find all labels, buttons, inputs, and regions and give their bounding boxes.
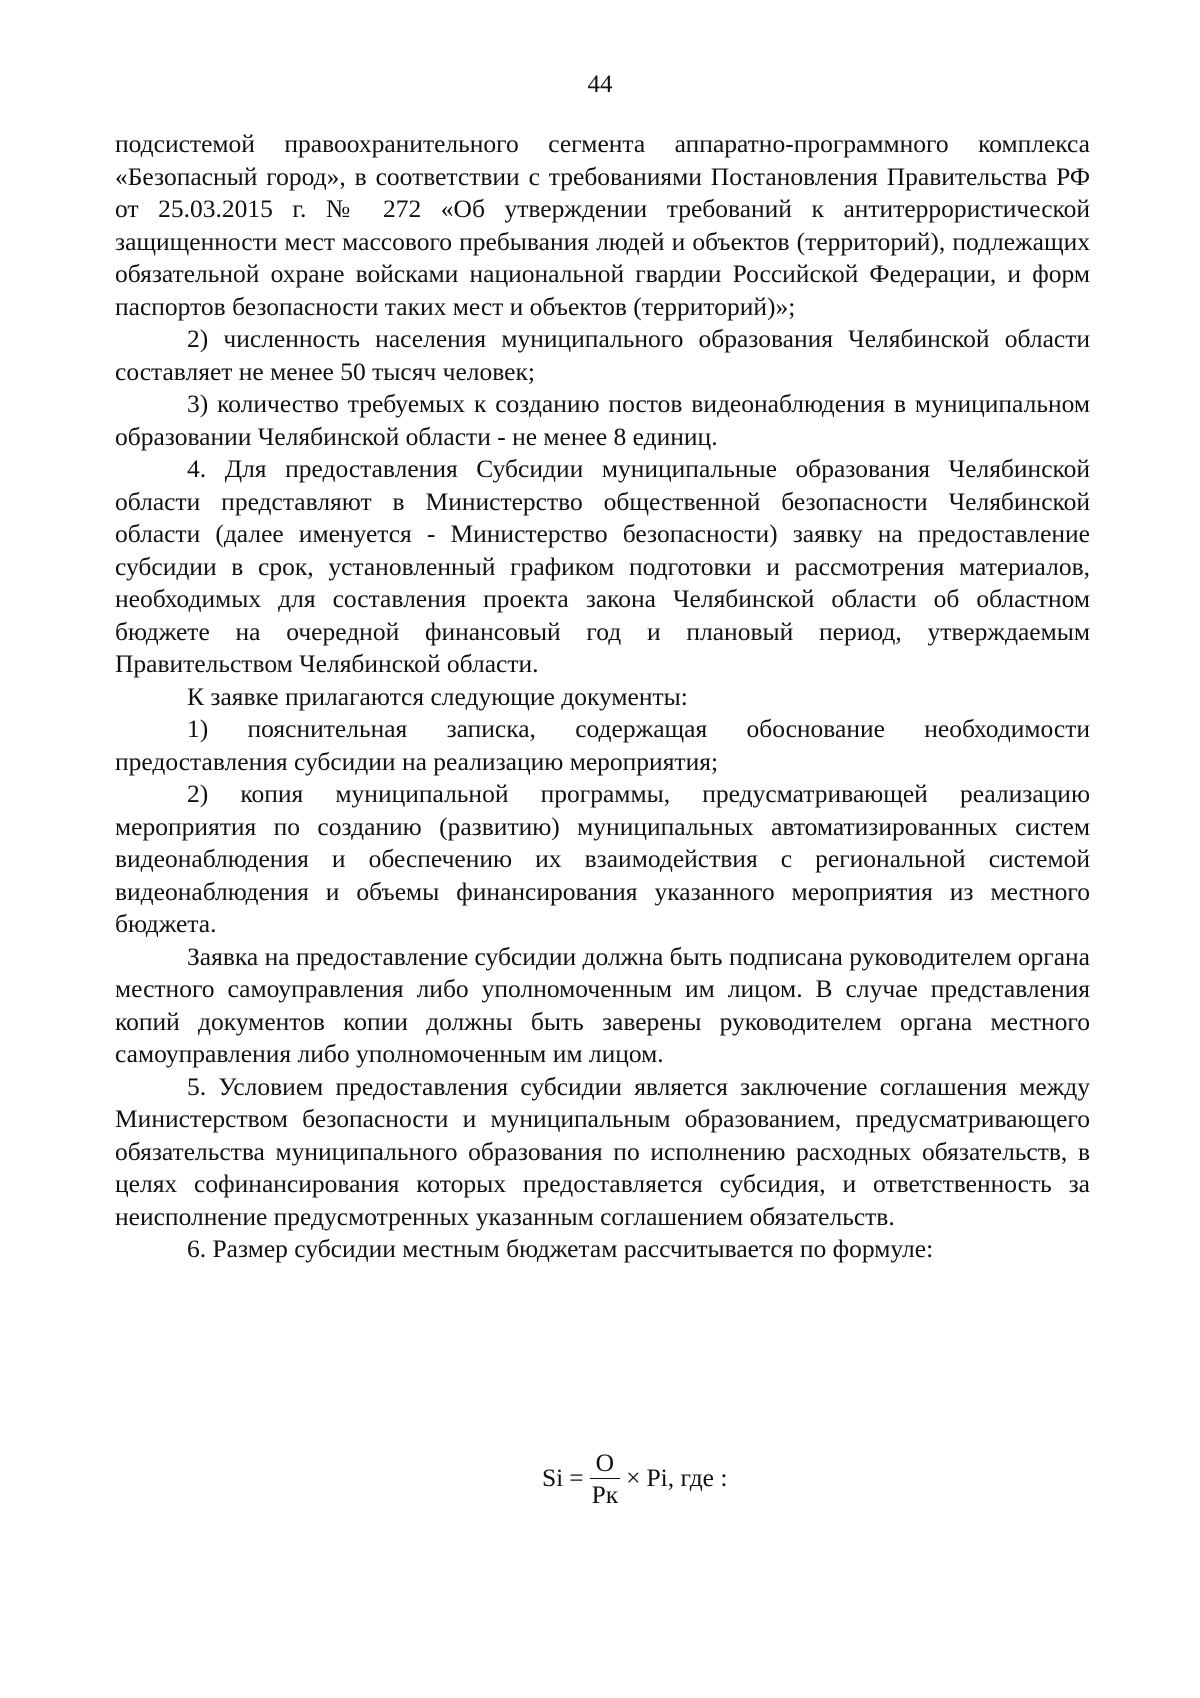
- formula-numerator: O: [590, 1448, 620, 1479]
- paragraph-clause-5: 5. Условием предоставления субсидии является заключение соглашения между Министерством безопасности и муниципальным образованием, предусматривающего обязательства муниципального образования по исполнению расходных обязательств, в целях софинансирования которых предоставляется субсидия, и ответственность за неисполнение предусмотренных указанным соглашением обязательств.: [115, 1071, 1090, 1231]
- paragraph-clause-6: 6. Размер субсидии местным бюджетам рассчитывается по формуле:: [187, 1234, 934, 1263]
- formula-equals: =: [569, 1463, 584, 1492]
- paragraph-attachment-2: 2) копия муниципальной программы, предусматривающей реализацию мероприятия по созданию (развитию) муниципальных автоматизированных систем видеонаблюдения и обеспечению их взаимодействия с региональной системой видеонаблюдения и объемы финансирования указанного мероприятия из местного бюджета.: [115, 779, 1090, 938]
- formula-denominator: Pк: [591, 1479, 619, 1509]
- paragraph-item-3: 3) количество требуемых к созданию постов видеонаблюдения в муниципальном образовании Челябинской области - не менее 8 единиц.: [115, 389, 1090, 451]
- document-body: [115, 128, 1090, 1266]
- paragraph-item-2: 2) численность населения муниципального образования Челябинской области составляет не менее 50 тысяч человек;: [115, 324, 1090, 386]
- paragraph-clause-4: 4. Для предоставления Субсидии муниципальные образования Челябинской области представляют в Министерство общественной безопасности Челябинской области (далее именуется - Министерство безопасности) заявку на предоставление субсидии в срок, установленный графиком подготовки и рассмотрения материалов, необходимых для составления проекта закона Челябинской области об областном бюджете на очередной финансовый год и плановый период, утверждаемым Правительством Челябинской области.: [115, 454, 1090, 678]
- formula-times: ×: [626, 1463, 641, 1492]
- formula-fraction: [590, 1448, 620, 1509]
- formula-rhs: Pi, где :: [646, 1463, 728, 1492]
- formula-lhs: Si: [542, 1463, 564, 1492]
- paragraph-application-signature: Заявка на предоставление субсидии должна быть подписана руководителем органа местного самоуправления либо уполномоченным им лицом. В случае представления копий документов копии должны быть заверены руководителем органа местного самоуправления либо уполномоченным им лицом.: [115, 941, 1090, 1068]
- paragraph-attachment-1: 1) пояснительная записка, содержащая обоснование необходимости предоставления субсидии на реализацию мероприятия;: [115, 714, 1090, 776]
- page-number: 44: [587, 71, 613, 98]
- paragraph-attachments-intro: К заявке прилагаются следующие документы:: [187, 681, 688, 711]
- subsidy-formula: [542, 1448, 727, 1508]
- paragraph-continuation: подсистемой правоохранительного сегмента аппаратно-программного комплекса «Безопасный город», в соответствии с требованиями Постановления Правительства РФ от 25.03.2015 г. № 272 «Об утверждении требований к антитеррористической защищенности мест массового пребывания людей и объектов (территорий), подлежащих обязательной охране войсками национальной гвардии Российской Федерации, и форм паспортов безопасности таких мест и объектов (территорий)»;: [115, 129, 1090, 321]
